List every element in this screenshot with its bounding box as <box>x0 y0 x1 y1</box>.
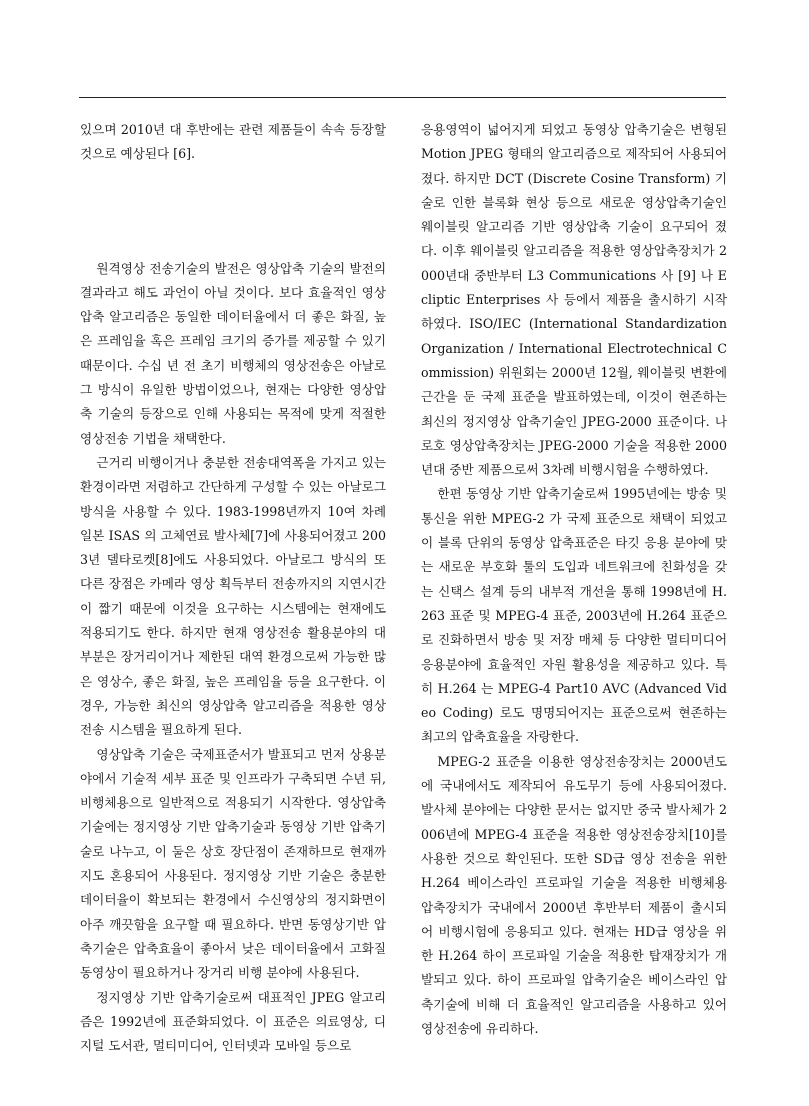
left-paragraph-1: 있으며 2010년 대 후반에는 관련 제품들이 속속 등장할 것으로 예상된다 [6]. <box>80 122 386 162</box>
left-paragraph-5: 정지영상 기반 압축기술로써 대표적인 JPEG 알고리즘은 1992년에 표준화되었다. 이 표준은 의료영상, 디지털 도서관, 멀티미디어, 인터넷과 모바일 등으로 <box>80 989 386 1054</box>
right-paragraph-3: MPEG-2 표준을 이용한 영상전송장치는 2000년도에 국내에서도 제작되어 유도무기 등에 사용되어졌다. 발사체 분야에는 다양한 문서는 없지만 중국 발사체가 2006년에 MPEG-4 표준을 적용한 영상전송장치[10]를 사용한 것으로 확인된다. 또한 SD급 영상 전송을 위한 H.264 베이스라인 프로파일 기술을 적용한 비행체용 압축장치가 국내에서 2000년 후반부터 제품이 출시되어 비행시험에 응용되고 있다. 현재는 HD급 영상을 위한 H.264 하이 프로파일 기술을 적용한 탑재장치가 개발되고 있다. 하이 프로파일 압축기술은 베이스라인 압축기술에 비해 더 효율적인 알고리즘을 사용하고 있어 영상전송에 유리하다. <box>421 753 727 1036</box>
left-column <box>80 118 386 1058</box>
right-column <box>421 118 727 1041</box>
left-paragraph-3: 근거리 비행이거나 충분한 전송대역폭을 가지고 있는 환경이라면 저렴하고 간단하게 구성할 수 있는 아날로그 방식을 사용할 수 있다. 1983-1998년까지 10여 차례 일본 ISAS 의 고체연료 발사체[7]에 사용되어졌고 2003년 델타로켓[8]에도 사용되었다. 아날로그 방식의 또 다른 장점은 카메라 영상 획득부터 전송까지의 지연시간이 짧기 때문에 이것을 요구하는 시스템에는 현재에도 적용되기도 한다. 하지만 현재 영상전송 활용분야의 대부분은 장거리이거나 제한된 대역 환경으로써 가능한 많은 영상수, 좋은 화질, 높은 프레임율 등을 요구한다. 이 경우, 가능한 최신의 영상압축 알고리즘을 적용한 영상전송 시스템을 필요하게 된다. <box>80 454 386 738</box>
header-rule <box>79 97 726 98</box>
section-gap <box>80 167 386 257</box>
left-paragraph-2: 원격영상 전송기술의 발전은 영상압축 기술의 발전의 결과라고 해도 과언이 아닐 것이다. 보다 효율적인 영상압축 알고리즘은 동일한 데이터율에서 더 좋은 화질, 높은 프레임율 혹은 프레임 크기의 증가를 제공할 수 있기 때문이다. 수십 년 전 초기 비행체의 영상전송은 아날로그 방식이 유일한 방법이었으나, 현재는 다양한 영상압축 기술의 등장으로 인해 사용되는 목적에 맞게 적절한 영상전송 기법을 채택한다. <box>80 260 386 446</box>
right-paragraph-2: 한편 동영상 기반 압축기술로써 1995년에는 방송 및 통신을 위한 MPEG-2 가 국제 표준으로 채택이 되었고 이 블록 단위의 동영상 압축표준은 타깃 응용 분야에 맞는 새로운 부호화 툴의 도입과 네트워크에 친화성을 갖는 신택스 설계 등의 내부적 개선을 통해 1998년에 H.263 표준 및 MPEG-4 표준, 2003년에 H.264 표준으로 진화하면서 방송 및 저장 매체 등 다양한 멀티미디어 응용분야에 효율적인 자원 활용성을 제공하고 있다. 특히 H.264 는 MPEG-4 Part10 AVC (Advanced Video Coding) 로도 명명되어지는 표준으로써 현존하는 최고의 압축효율을 자랑한다. <box>421 486 727 745</box>
left-paragraph-4: 영상압축 기술은 국제표준서가 발표되고 먼저 상용분야에서 기술적 세부 표준 및 인프라가 구축되면 수년 뒤, 비행체용으로 일반적으로 적용되기 시작한다. 영상압축 기술에는 정지영상 기반 압축기술과 동영상 기반 압축기술로 나누고, 이 둘은 상호 장단점이 존재하므로 현재까지도 혼용되어 사용된다. 정지영상 기반 기술은 충분한 데이터율이 확보되는 환경에서 수신영상의 정지화면이 아주 깨끗함을 요구할 때 필요하다. 반면 동영상기반 압축기술은 압축효율이 좋아서 낮은 데이터율에서 고화질 동영상이 필요하거나 장거리 비행 분야에 사용된다. <box>80 746 386 981</box>
right-paragraph-1: 응용영역이 넓어지게 되었고 동영상 압축기술은 변형된 Motion JPEG 형태의 알고리즘으로 제작되어 사용되어졌다. 하지만 DCT (Discrete Cosine Transform) 기술로 인한 블록화 현상 등으로 새로운 영상압축기술인 웨이블릿 알고리즘 기반 영상압축 기술이 요구되어 졌다. 이후 웨이블릿 알고리즘을 적용한 영상압축장치가 2000년대 중반부터 L3 Communications 사 [9] 나 Ecliptic Enterprises 사 등에서 제품을 출시하기 시작하였다. ISO/IEC (International Standardization Organization / International Electrotechnical Commission) 위원회는 2000년 12월, 웨이블릿 변환에 근간을 둔 국제 표준을 발표하였는데, 이것이 현존하는 최신의 정지영상 압축기술인 JPEG-2000 표준이다. 나로호 영상압축장치는 JPEG-2000 기술을 적용한 2000년대 중반 제품으로써 3차례 비행시험을 수행하였다. <box>421 122 727 478</box>
